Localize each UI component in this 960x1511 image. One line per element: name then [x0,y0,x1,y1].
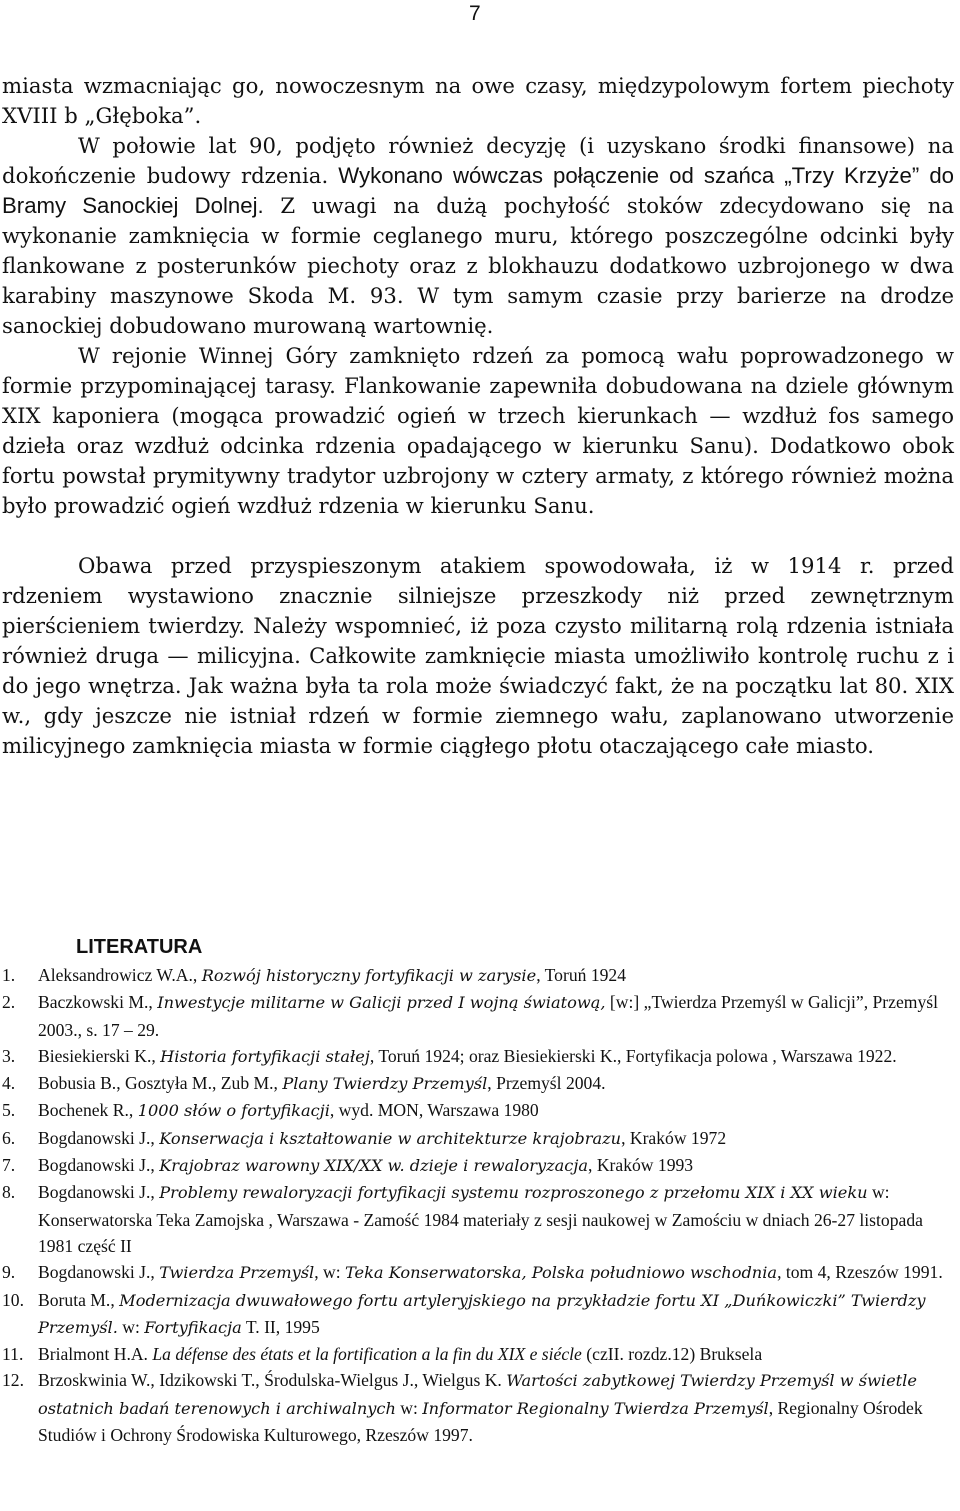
literature-heading: LITERATURA [76,936,203,958]
list-item: 11. Brialmont H.A. La défense des états et la fortification a la fin du XIX e siécle (czII. rozdz.12) Bruksela [2,1344,763,1365]
body-text [2,71,954,761]
list-item: 4. Bobusia B., Gosztyła M., Zub M., Plany Twierdzy Przemyśl, Przemyśl 2004. [2,1073,606,1094]
paragraph-1: miasta wzmacniając go, nowoczesnym na owe czasy, międzypolowym fortem piechoty XVIII b „Głęboka”. [2,73,954,128]
list-item: 9. Bogdanowski J., Twierdza Przemyśl, w: Teka Konserwatorska, Polska południowo wschodnia, tom 4, Rzeszów 1991. [2,1262,943,1283]
paragraph-3: W rejonie Winnej Góry zamknięto rdzeń za pomocą wału poprowadzonego w formie przypominającej tarasy. Flankowanie zapewniła dobudowana na dziele głównym XIX kaponiera (mogąca prowadzić ogień w trzech kierunkach — wzdłuż fos samego dzieła oraz wzdłuż odcinka rdzenia opadającego w kierunku Sanu). Dodatkowo obok fortu powstał prymitywny tradytor uzbrojony w cztery armaty, z którego również można było prowadzić ogień wzdłuż rdzenia w kierunku Sanu. [2,343,954,518]
list-item: 6. Bogdanowski J., Konserwacja i kształtowanie w architekturze krajobrazu, Kraków 1972 [2,1127,727,1148]
literature-list [2,962,954,1448]
paragraph-2: W połowie lat 90, podjęto również decyzję (i uzyskano środki finansowe) na dokończenie budowy rdzenia. Wykonano wówczas połączenie od szańca „Trzy Krzyże” do Bramy Sanockiej Dolnej. Z uwagi na dużą pochyłość stoków zdecydowano się na wykonanie zamknięcia w formie ceglanego muru, którego poszczególne odcinki były flankowane z posterunków piechoty oraz z blokhauzu dodatkowo uzbrojonego w dwa karabiny maszynowe Skoda M. 93. W tym samym czasie przy barierze na drodze sanockiej dobudowano murowaną wartownię. [2,133,955,338]
literature-section [2,932,954,1448]
list-item: 12. Brzoskwinia W., Idzikowski T., Środulska-Wielgus J., Wielgus K. Wartości zabytkowej Twierdzy Przemyśl w świetle ostatnich badań terenowych i archiwalnych w: Informator Regionalny Twierdza Przemyśl, Regionalny Ośrodek Studiów i Ochrony Środowiska Kulturowego, Rzeszów 1997. [2,1370,923,1446]
list-item: 7. Bogdanowski J., Krajobraz warowny XIX/XX w. dzieje i rewaloryzacja, Kraków 1993 [2,1155,694,1176]
list-item: 5. Bochenek R., 1000 słów o fortyfikacji, wyd. MON, Warszawa 1980 [2,1100,539,1121]
list-item: 10. Boruta M., Modernizacja dwuwałowego fortu artyleryjskiego na przykładzie fortu XI „Duńkowiczki” Twierdzy Przemyśl. w: Fortyfikacja T. II, 1995 [2,1289,926,1337]
list-item: 8. Bogdanowski J., Problemy rewaloryzacji fortyfikacji systemu rozproszonego z przełomu XIX i XX wieku w: Konserwatorska Teka Zamojska , Warszawa - Zamość 1984 materiały z sesji naukowej w Zamościu w dniach 26-27 listopada 1981 część II [2,1182,923,1256]
list-item: 2. Baczkowski M., Inwestycje militarne w Galicji przed I wojną światową, [w:] „Twierdza Przemyśl w Galicji”, Przemyśl 2003., s. 17 – 29. [2,992,938,1040]
paragraph-4: Obawa przed przyspieszonym atakiem spowodowała, iż w 1914 r. przed rdzeniem wystawiono znacznie silniejsze przeszkody niż przed zewnętrznym pierścieniem twierdzy. Należy wspomnieć, iż poza czysto militarną rolą rdzenia istniała również druga — milicyjna. Całkowite zamknięcie miasta umożliwiło kontrolę ruchu z i do jego wnętrza. Jak ważna była ta rola może świadczyć fakt, że na początku lat 80. XIX w., gdy jeszcze nie istniał rdzeń w formie ziemnego wału, zaplanowano utworzenie milicyjnego zamknięcia miasta w formie ciągłego płotu otaczającego całe miasto. [2,553,954,758]
list-item: 1. Aleksandrowicz W.A., Rozwój historyczny fortyfikacji w zarysie, Toruń 1924 [2,965,627,985]
page-number: 7 [469,2,481,25]
list-item: 3. Biesiekierski K., Historia fortyfikacji stałej, Toruń 1924; oraz Biesiekierski K., Fortyfikacja polowa , Warszawa 1922. [2,1045,897,1066]
